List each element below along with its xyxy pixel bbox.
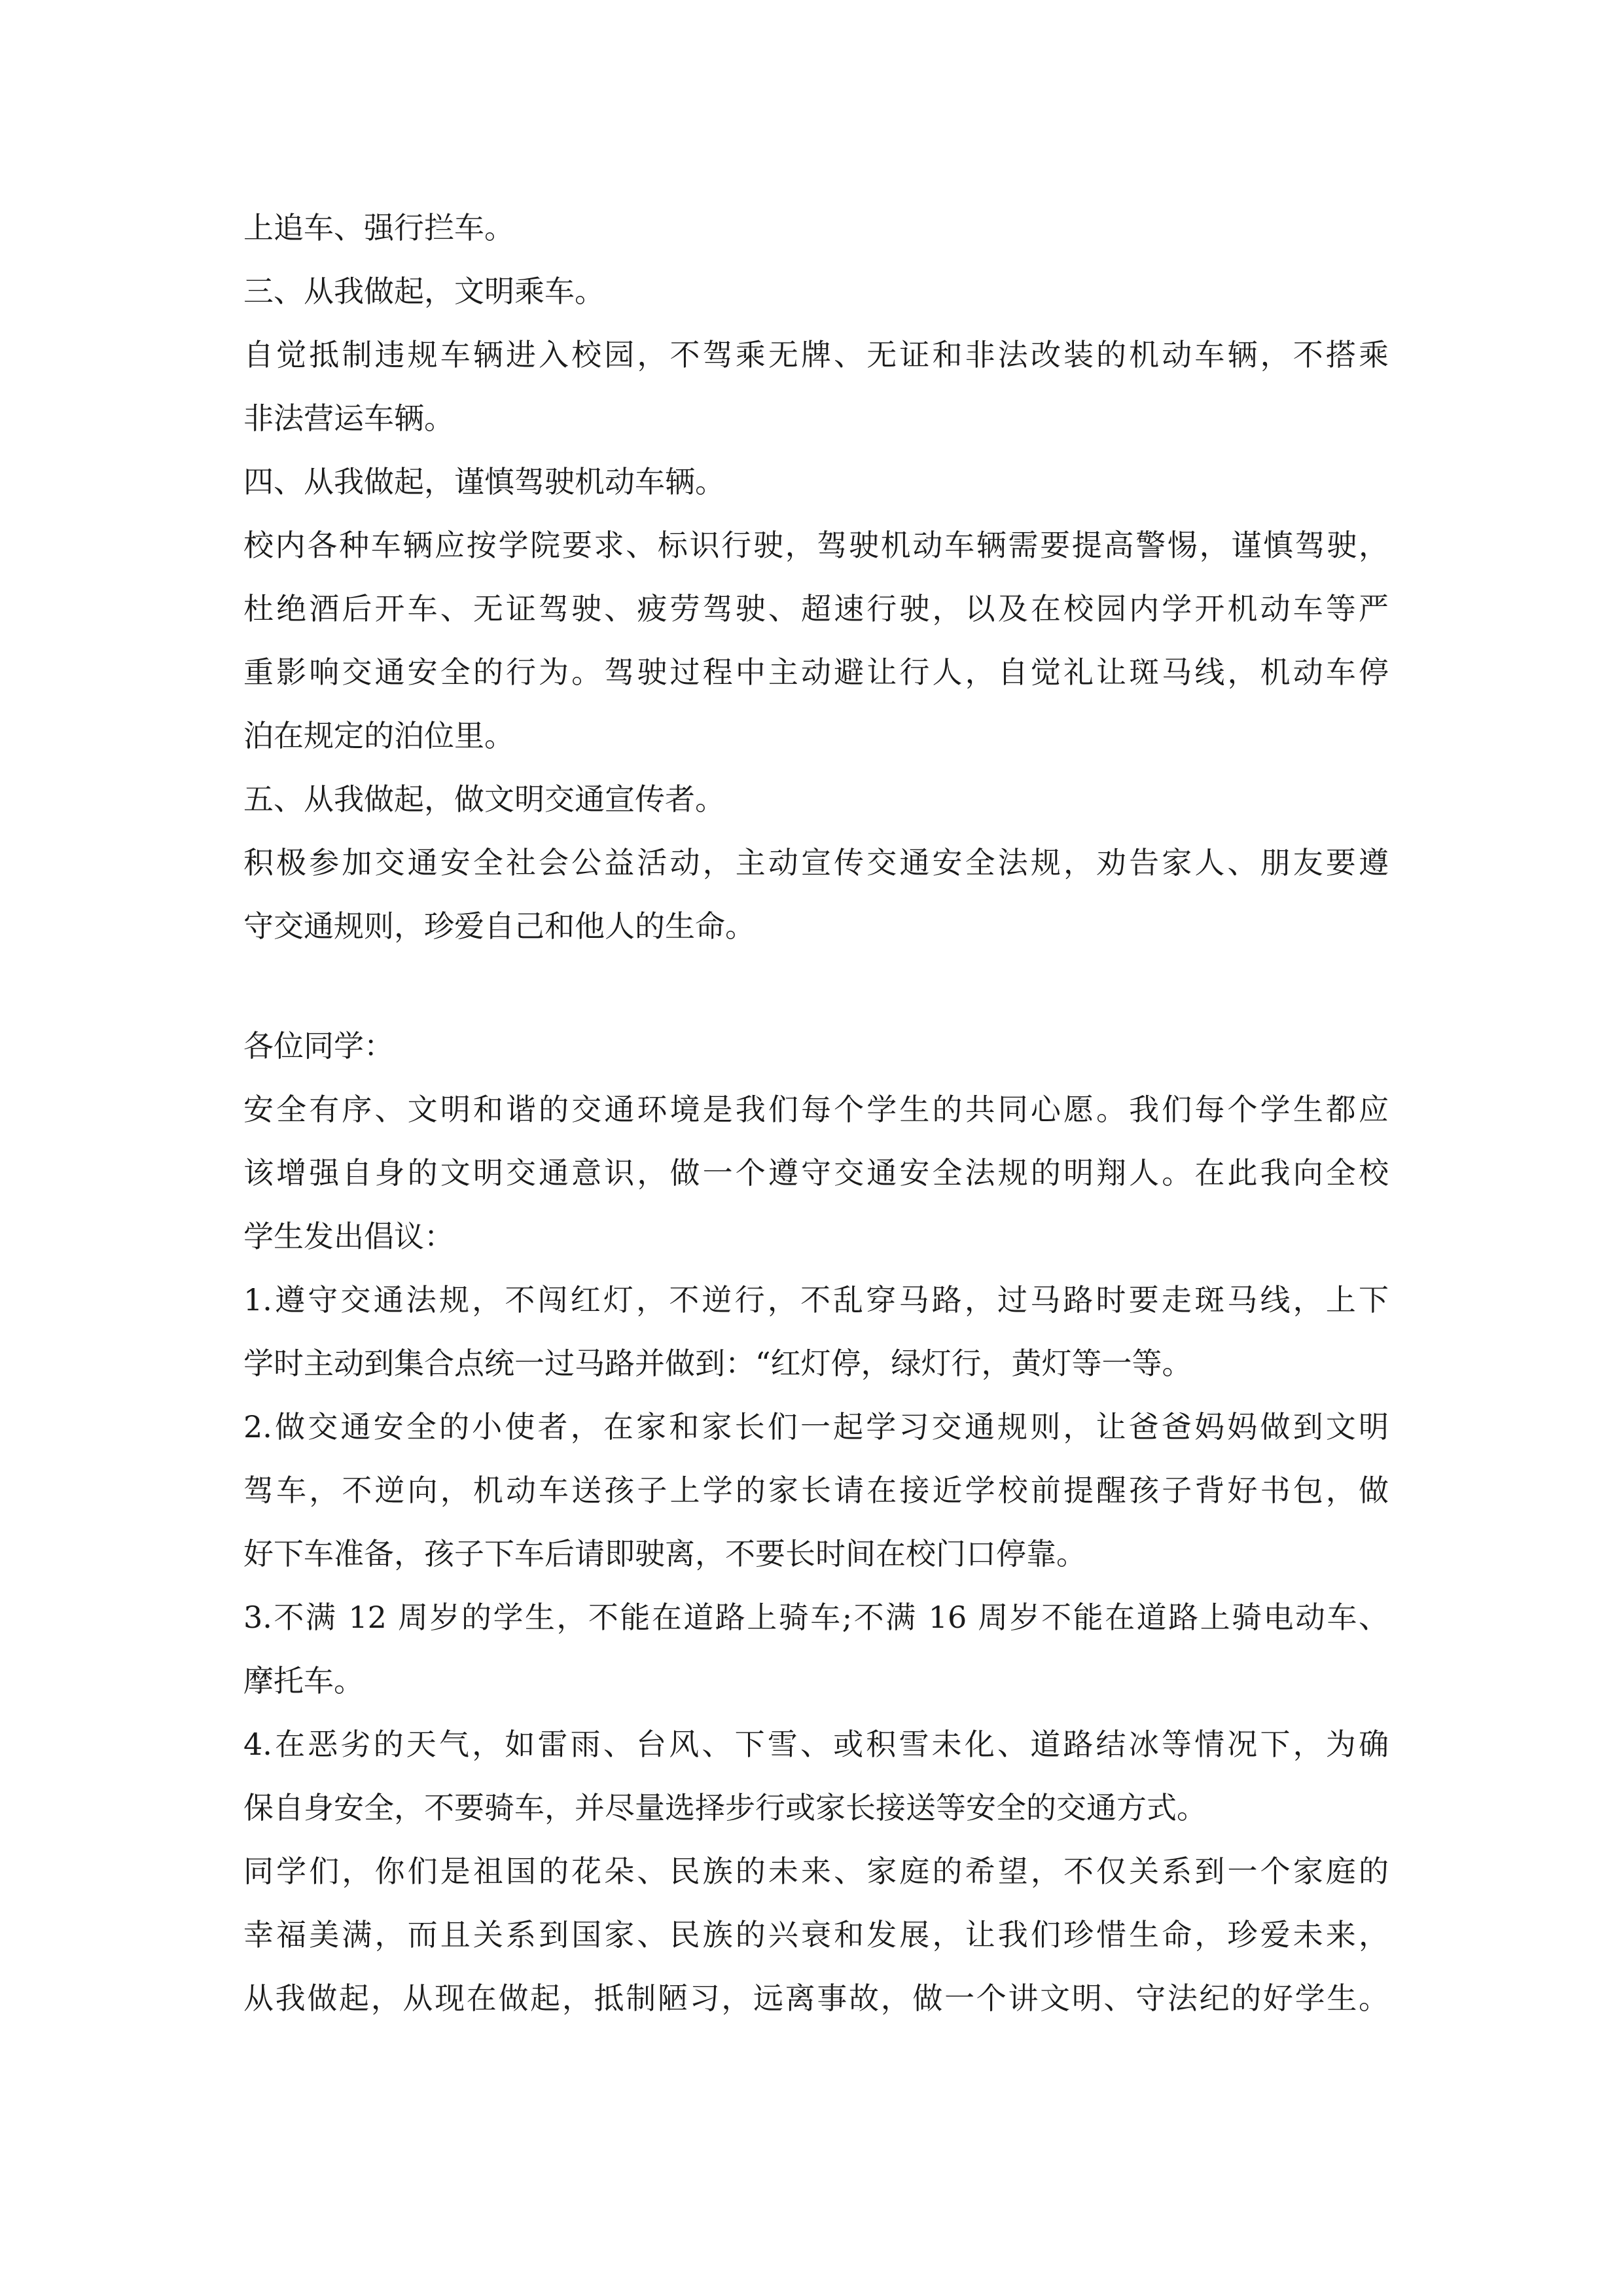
heading-line: 五、从我做起，做文明交通宣传者。 bbox=[243, 781, 725, 817]
text-line: 泊在规定的泊位里。 bbox=[243, 718, 514, 753]
list-item-line: 1.遵守交通法规，不闯红灯，不逆行，不乱穿马路，过马路时要走斑马线，上下 bbox=[243, 1282, 1389, 1318]
list-item-line: 2.做交通安全的小使者，在家和家长们一起学习交通规则，让爸爸妈妈做到文明 bbox=[243, 1409, 1389, 1444]
heading-line: 四、从我做起，谨慎驾驶机动车辆。 bbox=[243, 464, 725, 499]
section-2-text bbox=[243, 1014, 1389, 2030]
list-item-line: 驾车，不逆向，机动车送孩子上学的家长请在接近学校前提醒孩子背好书包，做 bbox=[243, 1473, 1389, 1508]
list-item-line: 摩托车。 bbox=[243, 1663, 364, 1698]
text-line: 重影响交通安全的行为。驾驶过程中主动避让行人，自觉礼让斑马线，机动车停 bbox=[243, 655, 1389, 690]
text-line: 幸福美满，而且关系到国家、民族的兴衰和发展，让我们珍惜生命，珍爱未来， bbox=[243, 1917, 1389, 1952]
text-line: 非法营运车辆。 bbox=[243, 401, 454, 436]
list-item-line: 4.在恶劣的天气，如雷雨、台风、下雪、或积雪未化、道路结冰等情况下，为确 bbox=[243, 1727, 1389, 1762]
text-line: 自觉抵制违规车辆进入校园，不驾乘无牌、无证和非法改装的机动车辆，不搭乘 bbox=[243, 337, 1389, 372]
section-1-text bbox=[243, 196, 1389, 958]
list-item-line: 学时主动到集合点统一过马路并做到：“红灯停，绿灯行，黄灯等一等。 bbox=[243, 1346, 1192, 1381]
text-line: 积极参加交通安全社会公益活动，主动宣传交通安全法规，劝告家人、朋友要遵 bbox=[243, 845, 1389, 880]
text-line: 同学们，你们是祖国的花朵、民族的未来、家庭的希望，不仅关系到一个家庭的 bbox=[243, 1854, 1389, 1889]
list-item-line: 3.不满 12 周岁的学生，不能在道路上骑车;不满 16 周岁不能在道路上骑电动车、 bbox=[243, 1600, 1389, 1635]
text-line: 学生发出倡议： bbox=[243, 1219, 454, 1254]
list-item-line: 好下车准备，孩子下车后请即驶离，不要长时间在校门口停靠。 bbox=[243, 1536, 1086, 1571]
salutation-line: 各位同学： bbox=[243, 1028, 394, 1064]
text-line: 安全有序、文明和谐的交通环境是我们每个学生的共同心愿。我们每个学生都应 bbox=[243, 1092, 1389, 1127]
text-line: 上追车、强行拦车。 bbox=[243, 210, 514, 245]
text-line: 杜绝酒后开车、无证驾驶、疲劳驾驶、超速行驶，以及在校园内学开机动车等严 bbox=[243, 591, 1389, 626]
heading-line: 三、从我做起，文明乘车。 bbox=[243, 274, 605, 309]
list-item-line: 保自身安全，不要骑车，并尽量选择步行或家长接送等安全的交通方式。 bbox=[243, 1790, 1207, 1825]
text-line: 从我做起，从现在做起，抵制陋习，远离事故，做一个讲文明、守法纪的好学生。 bbox=[243, 1981, 1389, 2016]
text-line: 校内各种车辆应按学院要求、标识行驶，驾驶机动车辆需要提高警惕，谨慎驾驶， bbox=[243, 528, 1389, 563]
text-line: 守交通规则，珍爱自己和他人的生命。 bbox=[243, 908, 755, 944]
text-line: 该增强自身的文明交通意识，做一个遵守交通安全法规的明翔人。在此我向全校 bbox=[243, 1155, 1389, 1191]
